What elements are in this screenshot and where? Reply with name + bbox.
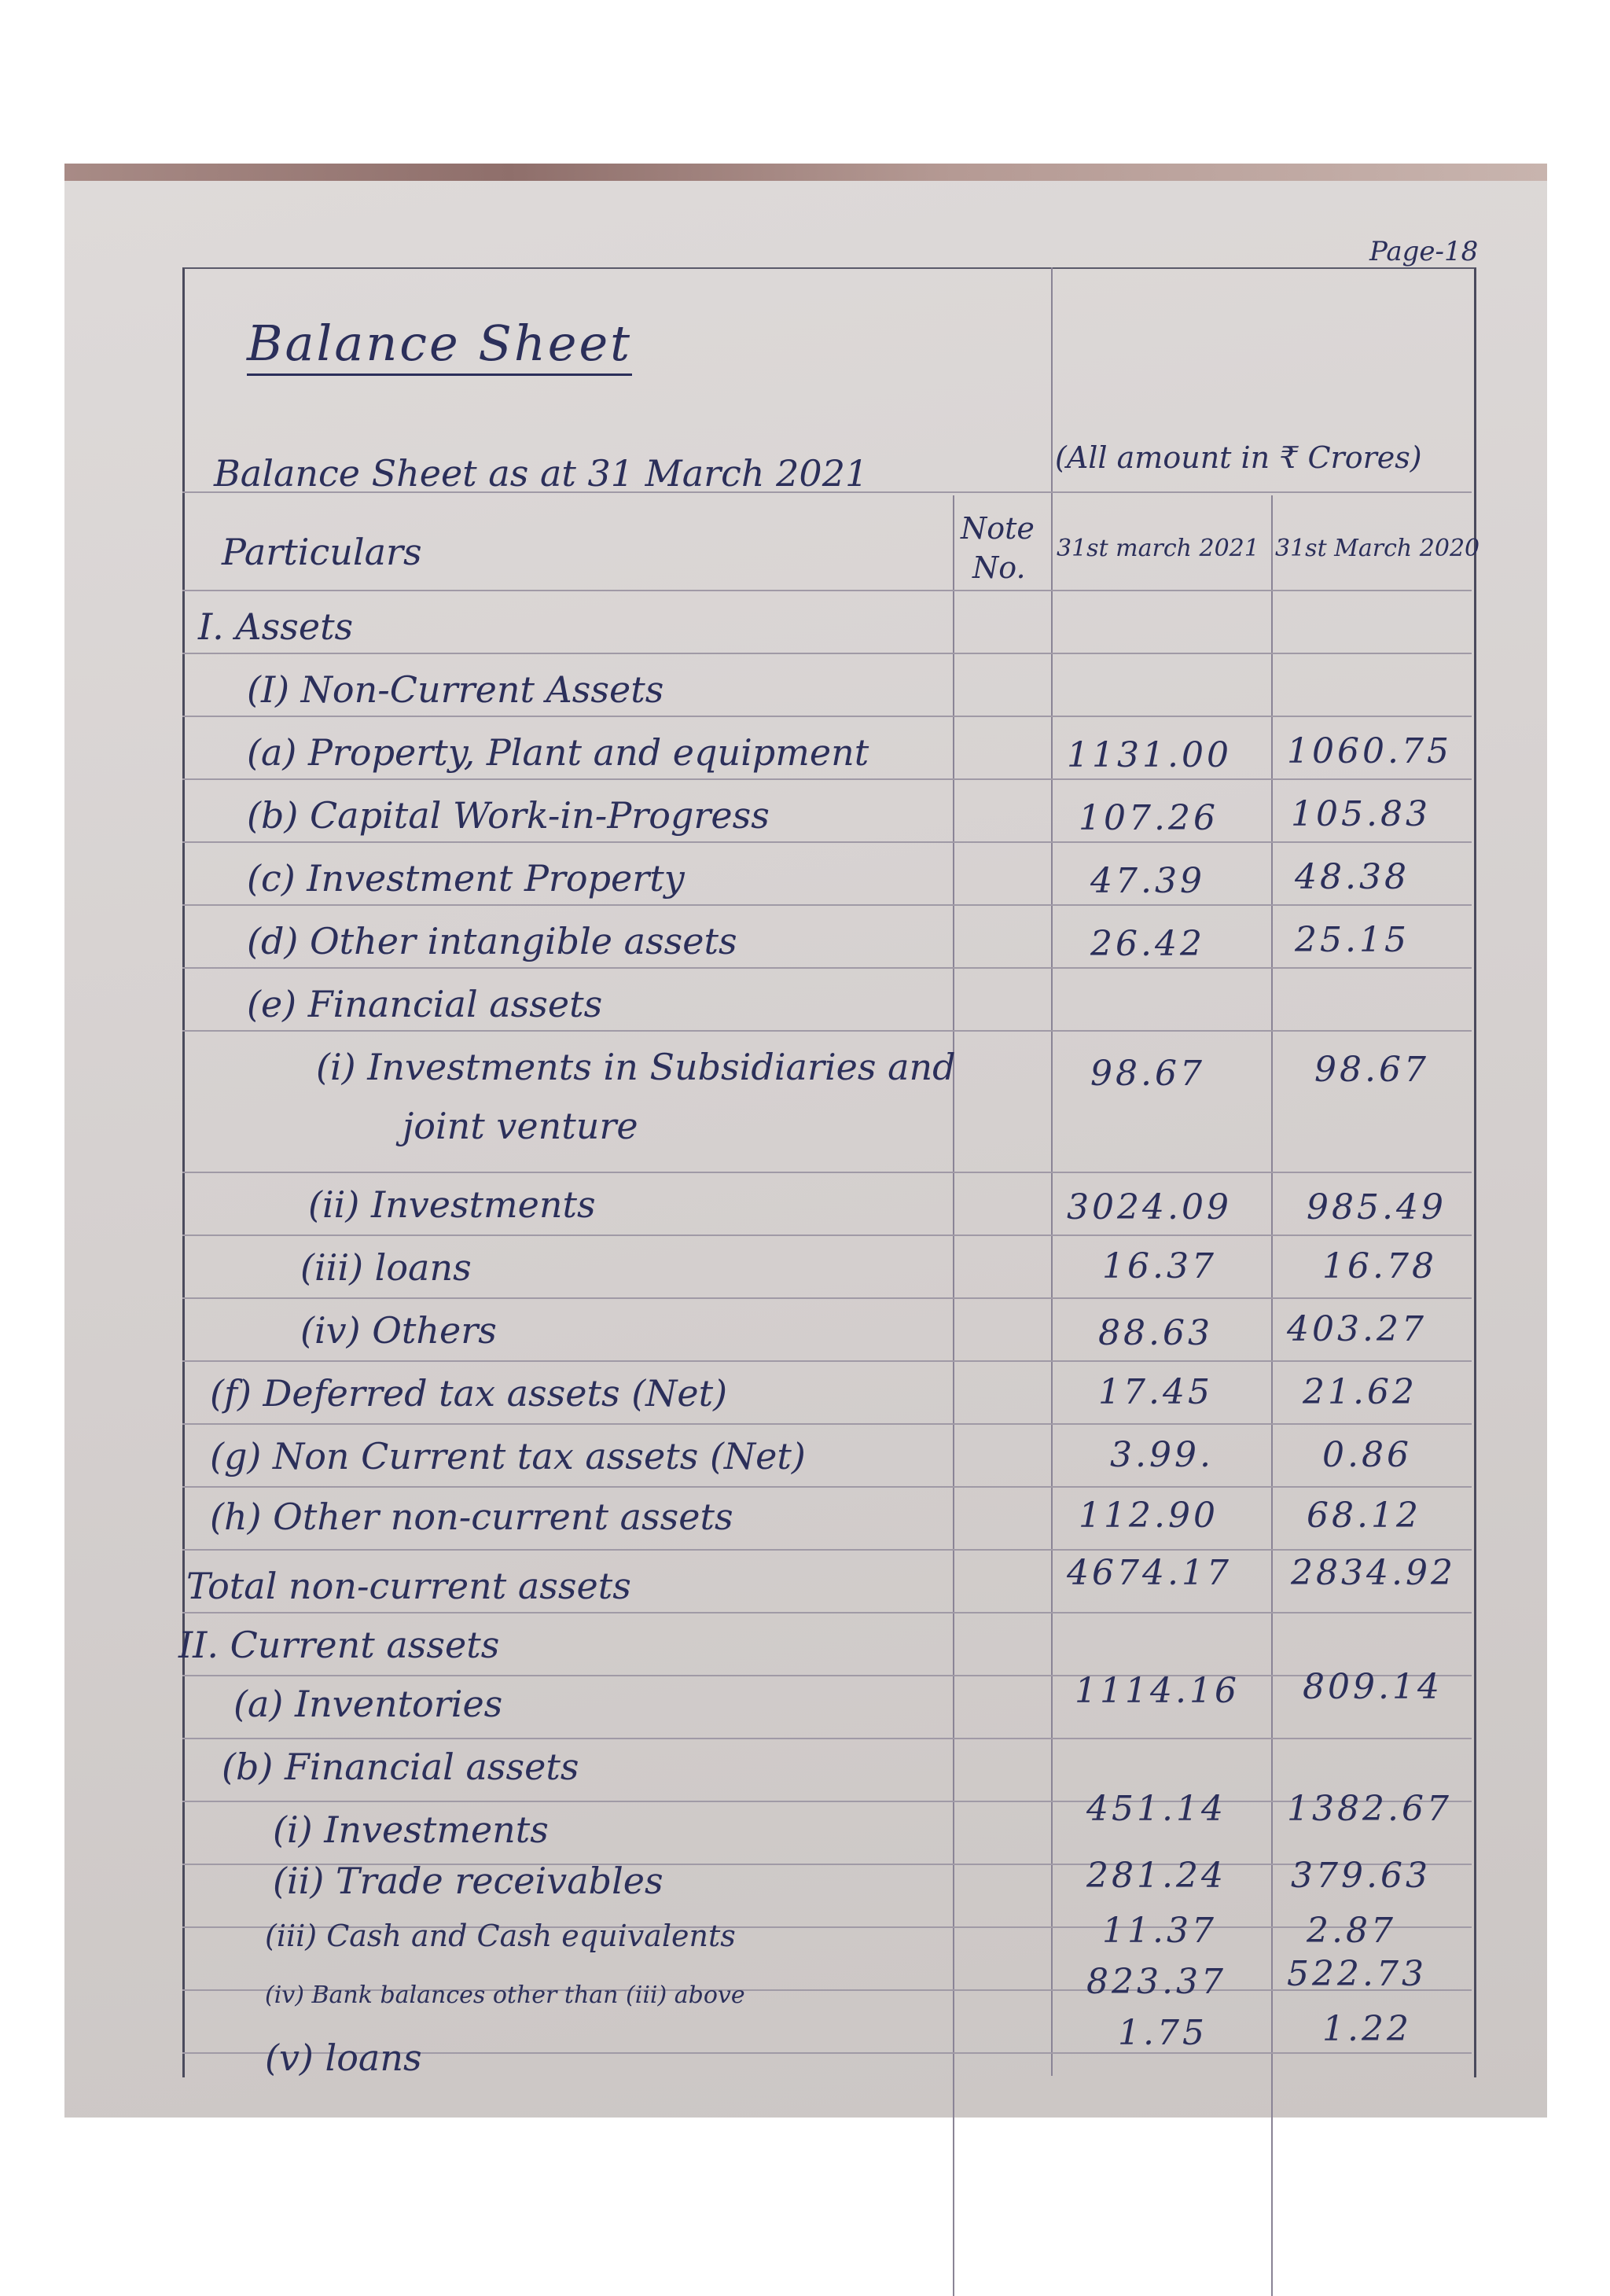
rule-line — [182, 1423, 1472, 1425]
rule-line — [182, 1234, 1472, 1236]
row-value-2021: 26.42 — [1090, 924, 1205, 964]
row-value-2020: 2.87 — [1307, 1911, 1396, 1951]
year-2020-header: 31st March 2020 — [1275, 535, 1480, 562]
rule-line — [182, 1030, 1472, 1032]
row-value-2020: 105.83 — [1291, 794, 1431, 834]
row-label: (iii) Cash and Cash equivalents — [265, 1919, 736, 1953]
total-non-current-2021: 4674.17 — [1067, 1553, 1232, 1593]
row-label: (a) Inventories — [233, 1683, 503, 1725]
row-value-2020: 985.49 — [1307, 1187, 1446, 1227]
rule-line — [182, 967, 1472, 969]
row-value-2021: 112.90 — [1079, 1496, 1219, 1536]
row-label: (iii) loans — [300, 1246, 472, 1289]
row-label: (g) Non Current tax assets (Net) — [210, 1435, 806, 1477]
row-label: (b) Capital Work-in-Progress — [247, 794, 770, 837]
note-header-line2: No. — [972, 550, 1026, 585]
row-label: (f) Deferred tax assets (Net) — [210, 1372, 728, 1415]
rule-line — [182, 1549, 1472, 1551]
row-value-2021: 88.63 — [1098, 1313, 1213, 1353]
page-title: Balance Sheet — [247, 315, 632, 376]
section-current: II. Current assets — [178, 1624, 500, 1666]
row-value-2021: 17.45 — [1098, 1372, 1213, 1412]
rule-line — [182, 1297, 1472, 1299]
row-value-2020: 16.78 — [1322, 1246, 1437, 1286]
row-label: (e) Financial assets — [247, 983, 603, 1025]
row-label: (ii) Trade receivables — [273, 1860, 663, 1902]
row-label: (iv) Others — [300, 1309, 497, 1352]
row-value-2020: 1060.75 — [1287, 731, 1452, 771]
page-number: Page-18 — [1369, 236, 1479, 267]
year2020-column-divider — [1271, 495, 1273, 2296]
row-value-2021: 451.14 — [1086, 1789, 1226, 1829]
row-label: (d) Other intangible assets — [247, 920, 737, 962]
row-value-2021: 1114.16 — [1075, 1671, 1240, 1711]
total-non-current-2020: 2834.92 — [1291, 1553, 1456, 1593]
row-value-2021: 1.75 — [1118, 2013, 1208, 2053]
row-value-2020: 48.38 — [1295, 857, 1410, 897]
section-assets: I. Assets — [198, 605, 354, 648]
row-value-2020: 522.73 — [1287, 1954, 1427, 1994]
row-value-2021: 281.24 — [1086, 1856, 1226, 1896]
row-value-2020: 68.12 — [1307, 1496, 1421, 1536]
row-value-2021: 11.37 — [1102, 1911, 1217, 1951]
total-non-current-label: Total non-current assets — [186, 1565, 631, 1607]
row-label: (v) loans — [265, 2037, 422, 2079]
balance-sheet-subtitle: Balance Sheet as at 31 March 2021 — [214, 452, 869, 495]
rule-line — [182, 904, 1472, 906]
row-label: (b) Financial assets — [222, 1746, 579, 1788]
rule-line — [182, 1486, 1472, 1488]
row-value-2020: 403.27 — [1287, 1309, 1427, 1349]
rule-line — [182, 1801, 1472, 1802]
row-value-2020: 1382.67 — [1287, 1789, 1452, 1829]
notebook-cover-strip — [64, 164, 1547, 181]
row-value-2020: 98.67 — [1314, 1050, 1429, 1090]
row-label: (ii) Investments — [308, 1183, 596, 1226]
row-value-2021: 47.39 — [1090, 861, 1205, 901]
notebook-page — [64, 181, 1547, 2118]
rule-line — [182, 653, 1472, 654]
row-value-2021: 16.37 — [1102, 1246, 1217, 1286]
row-value-2021: 98.67 — [1090, 1054, 1205, 1094]
row-value-2021: 107.26 — [1079, 798, 1219, 838]
row-value-2021: 3.99. — [1110, 1435, 1214, 1475]
row-value-2020: 1.22 — [1322, 2009, 1412, 2049]
row-label-continued: joint venture — [402, 1105, 638, 1147]
row-label: (i) Investments — [273, 1808, 549, 1851]
section-non-current: (I) Non-Current Assets — [247, 668, 664, 711]
note-column-divider — [953, 495, 954, 2296]
row-label: (i) Investments in Subsidiaries and — [316, 1046, 956, 1088]
rule-line — [182, 1738, 1472, 1739]
note-header-line1: Note — [961, 511, 1035, 546]
row-value-2020: 25.15 — [1295, 920, 1410, 960]
rule-line — [182, 1675, 1472, 1676]
row-value-2020: 809.14 — [1303, 1667, 1443, 1707]
row-label: (iv) Bank balances other than (iii) above — [265, 1981, 745, 2009]
unit-note: (All amount in ₹ Crores) — [1055, 440, 1422, 475]
row-value-2021: 3024.09 — [1067, 1187, 1232, 1227]
row-value-2020: 21.62 — [1303, 1372, 1417, 1412]
rule-line — [182, 1172, 1472, 1173]
rule-line — [182, 778, 1472, 780]
rule-line — [182, 1612, 1472, 1613]
row-value-2020: 0.86 — [1322, 1435, 1412, 1475]
row-label: (c) Investment Property — [247, 857, 685, 900]
row-value-2021: 1131.00 — [1067, 735, 1232, 775]
row-label: (h) Other non-current assets — [210, 1496, 733, 1538]
photo — [64, 164, 1547, 2118]
rule-line — [182, 841, 1472, 843]
particulars-header: Particulars — [222, 531, 422, 573]
year-2021-header: 31st march 2021 — [1057, 535, 1259, 562]
row-label: (a) Property, Plant and equipment — [247, 731, 869, 774]
rule-line — [182, 590, 1472, 591]
rule-line — [182, 1360, 1472, 1362]
rule-line — [182, 716, 1472, 717]
row-value-2021: 823.37 — [1086, 1962, 1226, 2002]
row-value-2020: 379.63 — [1291, 1856, 1431, 1896]
